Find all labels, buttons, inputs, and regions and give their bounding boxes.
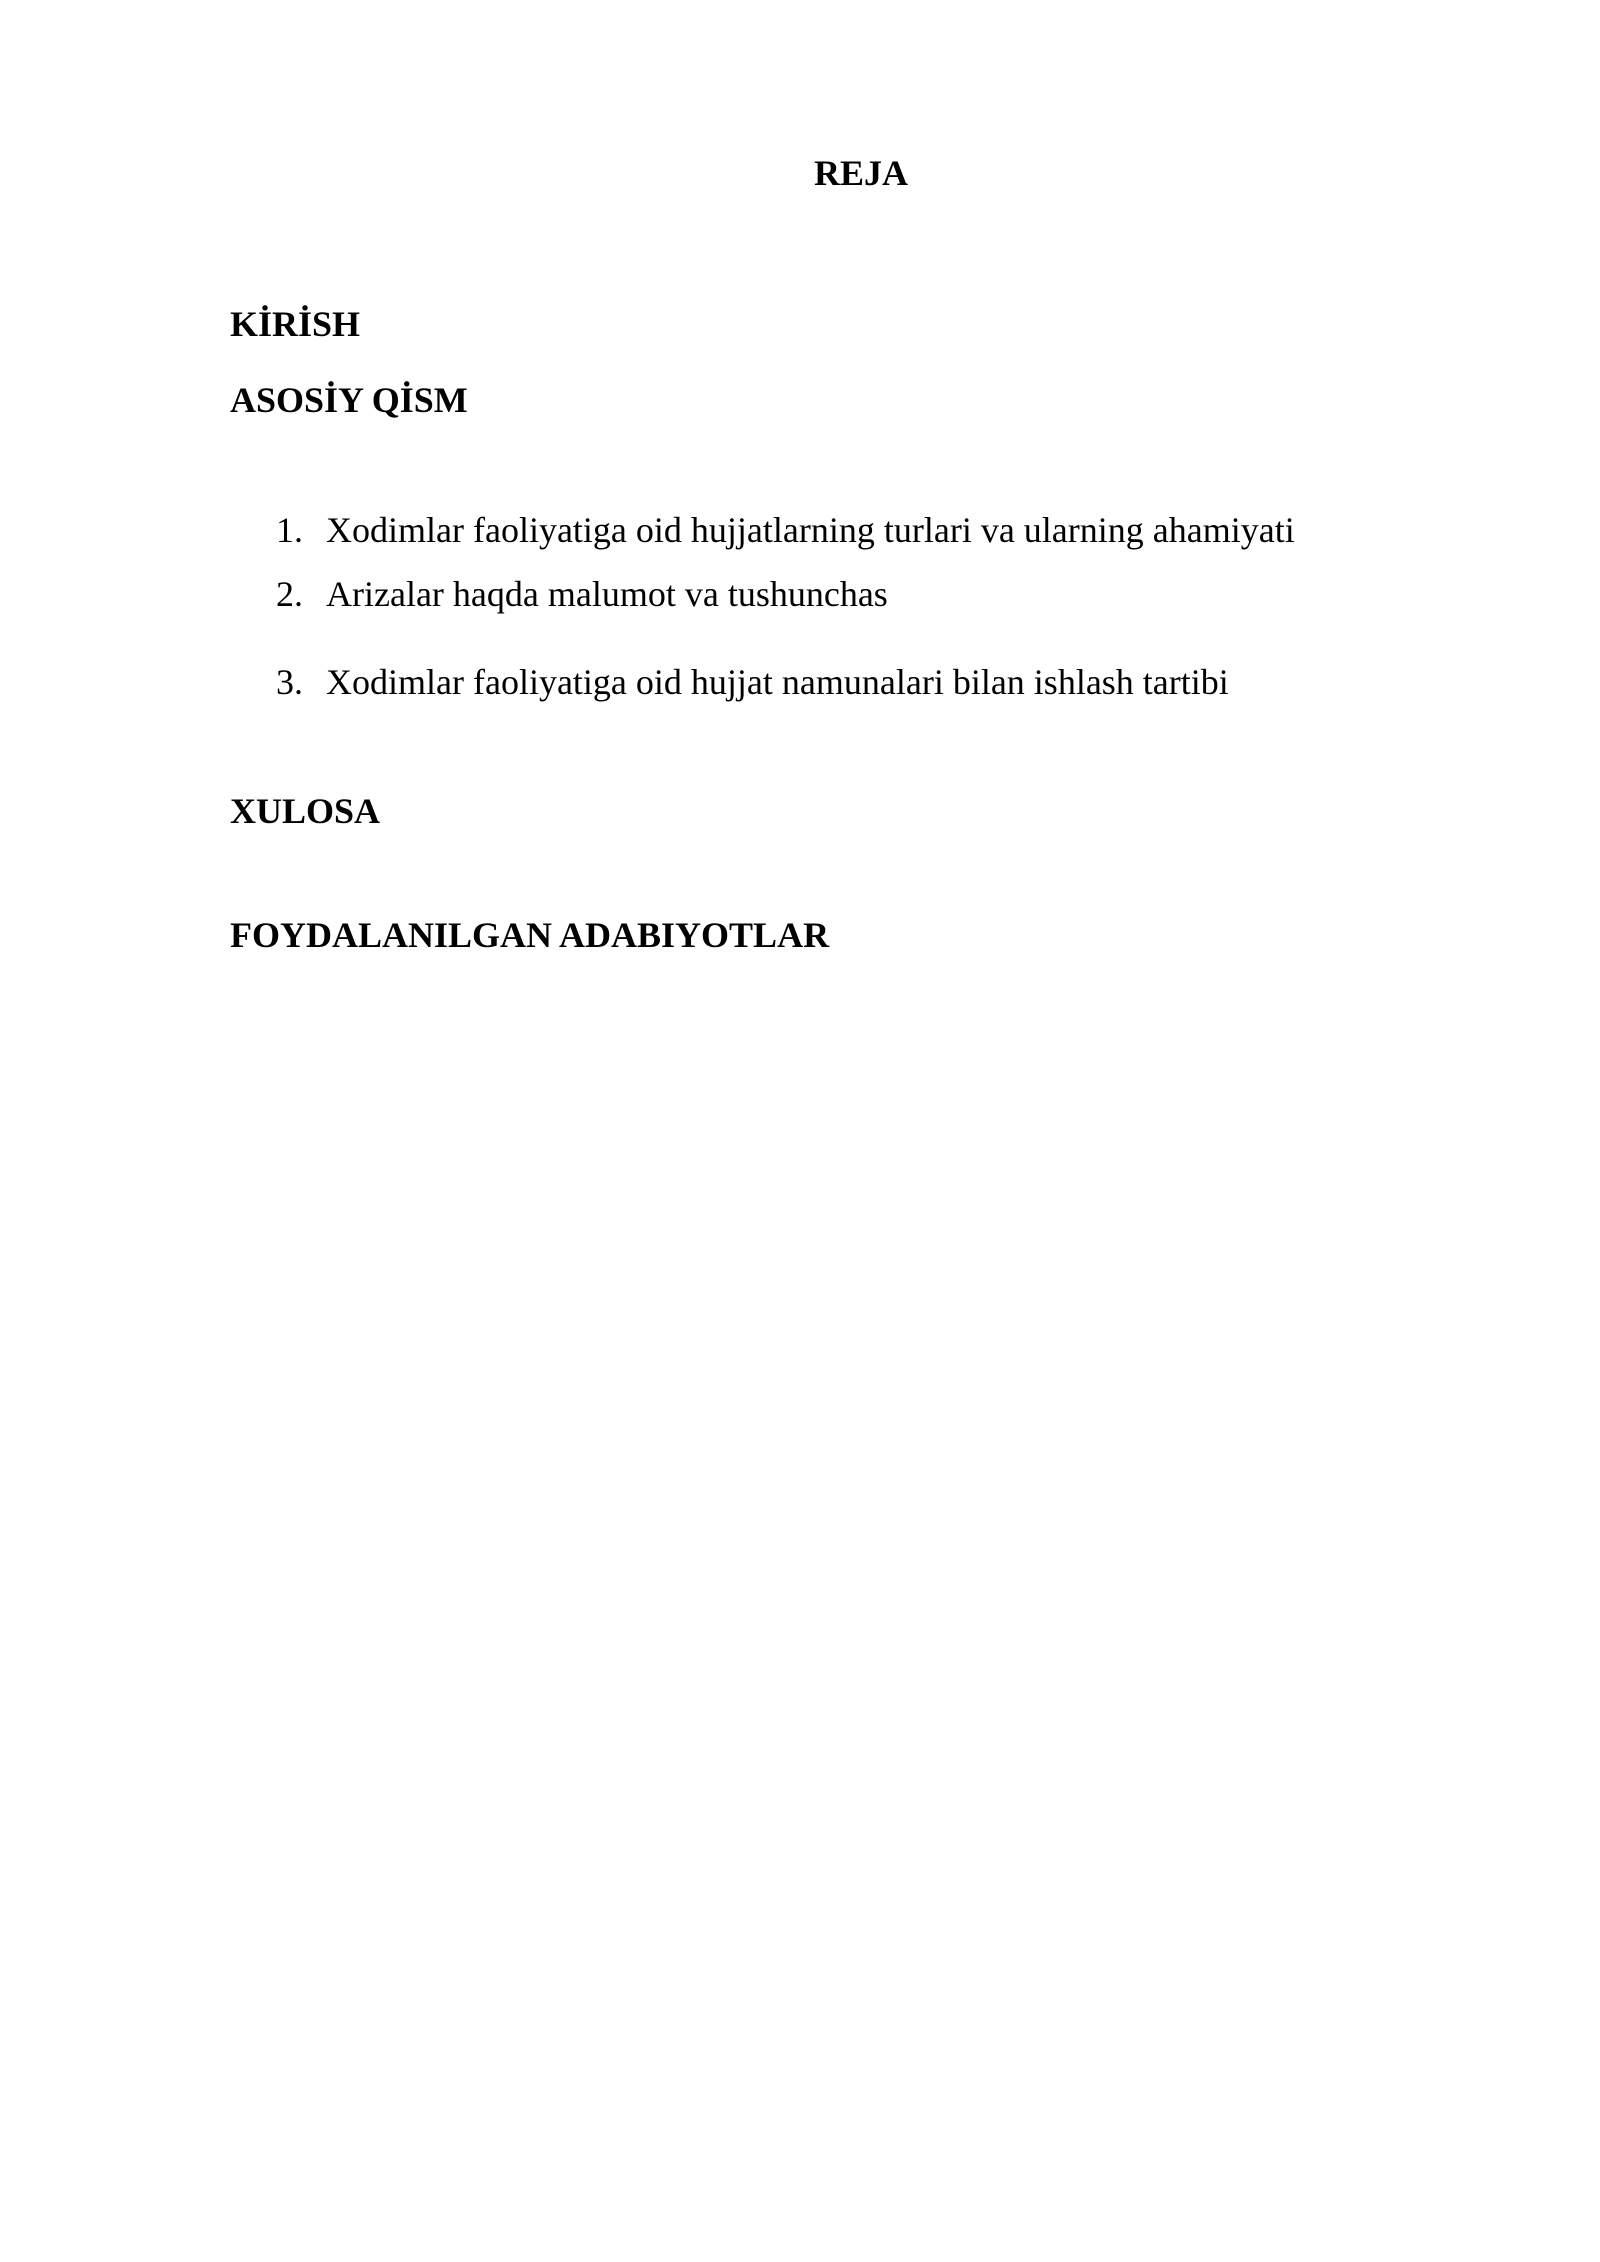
- plan-item-number: 2.: [276, 574, 303, 614]
- section-heading-main: ASOSİY QİSM: [230, 380, 468, 420]
- section-heading-conclusion: XULOSA: [230, 791, 381, 831]
- plan-list-item: [276, 509, 1295, 551]
- plan-item-text: Xodimlar faoliyatiga oid hujjatlarning turlari va ularning ahamiyati: [326, 510, 1295, 550]
- plan-item-text: Xodimlar faoliyatiga oid hujjat namunalari bilan ishlash tartibi: [326, 662, 1229, 702]
- plan-list-item: [276, 661, 1229, 703]
- plan-item-number: 1.: [276, 510, 303, 550]
- plan-item-text: Arizalar haqda malumot va tushunchas: [326, 574, 888, 614]
- section-heading-references: FOYDALANILGAN ADABIYOTLAR: [230, 915, 830, 955]
- section-heading-intro: KİRİSH: [230, 304, 361, 344]
- plan-list-item: [276, 573, 888, 615]
- page-title: REJA: [813, 153, 908, 193]
- plan-item-number: 3.: [276, 662, 303, 702]
